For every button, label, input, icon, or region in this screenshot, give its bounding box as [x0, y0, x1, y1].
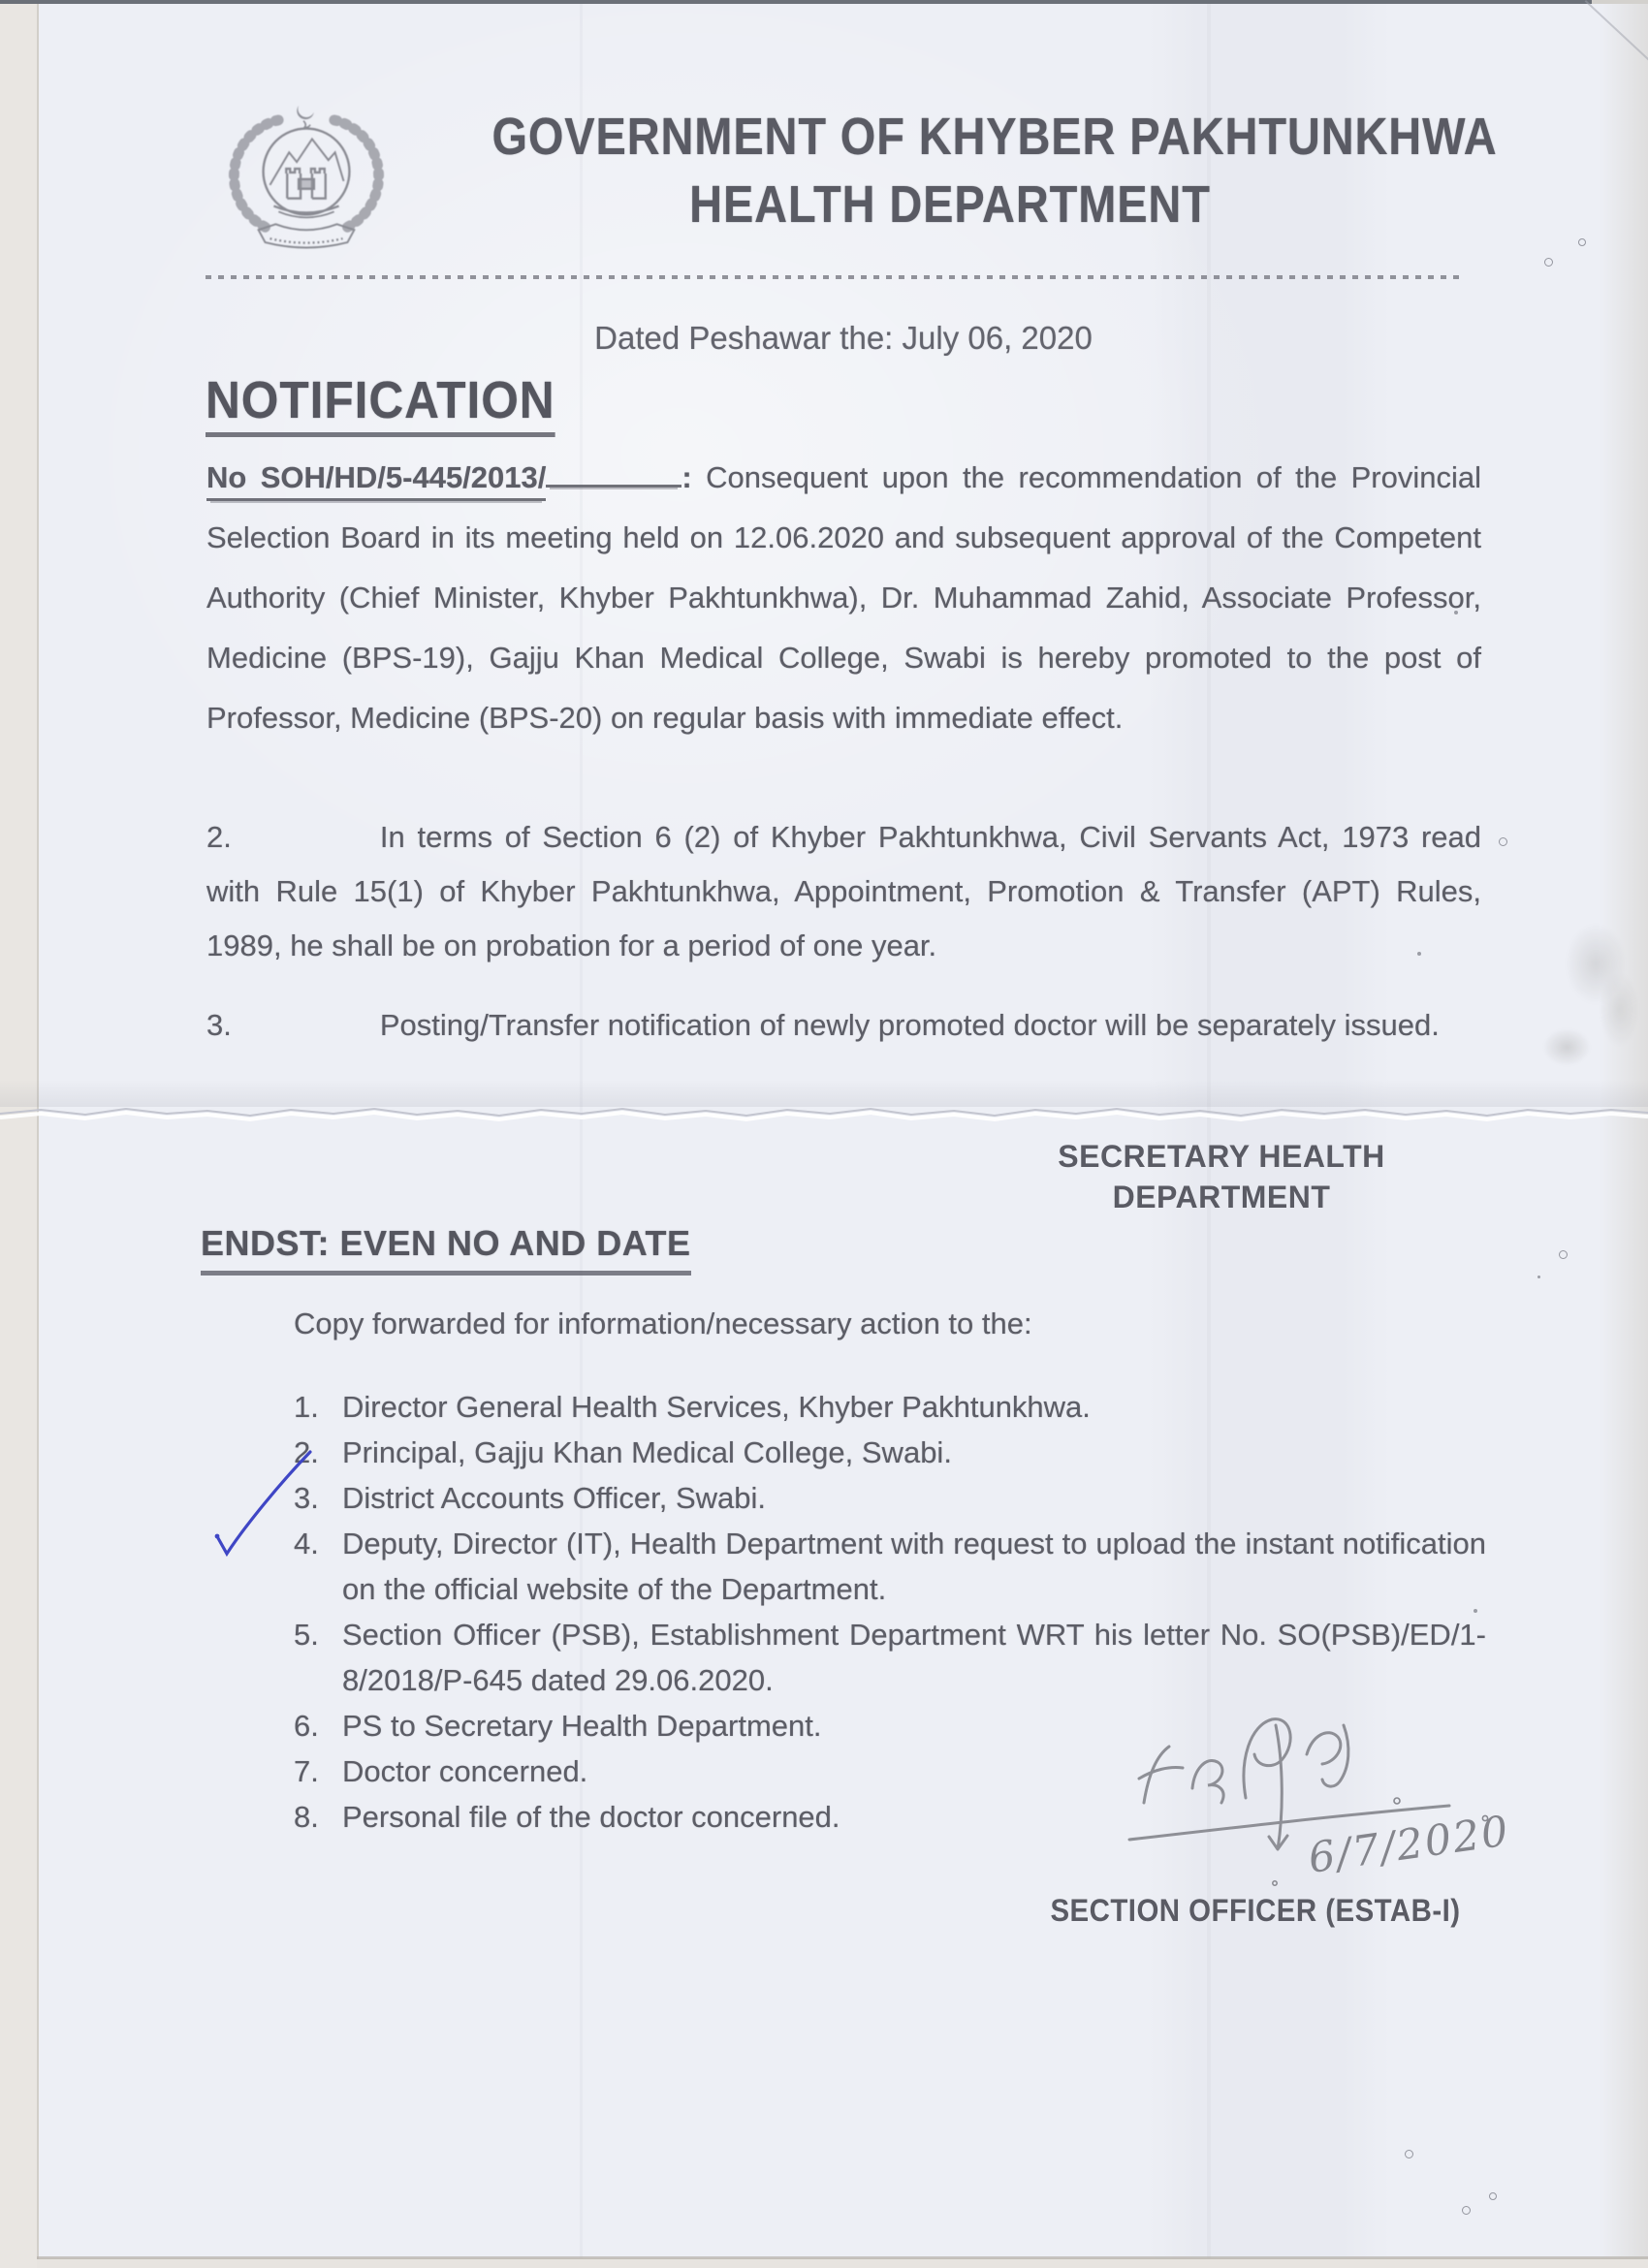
- paragraph-2: [206, 810, 1481, 973]
- calligraphy-mark: [303, 121, 310, 128]
- recipient-number: 6.: [294, 1709, 319, 1743]
- recipient-number: 2.: [294, 1435, 319, 1469]
- fold-crease: [0, 1095, 1648, 1124]
- reference-number: No SOH/HD/5-445/2013/: [206, 460, 546, 501]
- signature-stroke: [1307, 1733, 1341, 1764]
- wreath-right-branch: [328, 119, 379, 228]
- recipient-text: Deputy, Director (IT), Health Department with request to upload the instant notification on the official website of the Department.: [342, 1527, 1486, 1606]
- pencil-speck: [1394, 1798, 1400, 1804]
- handwritten-signature: [1047, 1686, 1512, 1900]
- signature-stroke: [1244, 1719, 1290, 1798]
- signature-stroke: [1139, 1767, 1183, 1779]
- header-title: [417, 108, 1498, 166]
- recipient-text: District Accounts Officer, Swabi.: [342, 1481, 767, 1515]
- recipient-text: Director General Health Services, Khyber Pakhtunkhwa.: [342, 1390, 1091, 1424]
- recipient-number: 5.: [294, 1618, 319, 1652]
- recipient-number: 1.: [294, 1390, 319, 1424]
- recipient-number: 7.: [294, 1754, 319, 1788]
- scan-edge-top-corner: [1592, 0, 1648, 4]
- signatory-line1: SECRETARY HEALTH: [1058, 1139, 1385, 1174]
- scan-smudge: [1517, 911, 1648, 1100]
- signatory-line2: DEPARTMENT: [1112, 1180, 1331, 1214]
- checkmark-icon: [179, 1444, 315, 1570]
- recipient-row: [294, 1430, 1486, 1475]
- scan-speck: [1578, 238, 1586, 246]
- fortress: [286, 169, 325, 199]
- scan-speck: [1559, 1250, 1568, 1259]
- scan-speck: [1405, 2150, 1413, 2158]
- recipient-text: Section Officer (PSB), Establishment Department WRT his letter No. SO(PSB)/ED/1-8/2018/P-645 dated 29.06.2020.: [342, 1618, 1486, 1697]
- section-officer-title: SECTION OFFICER (ESTAB-I): [1050, 1893, 1461, 1928]
- recipient-number: 3.: [294, 1481, 319, 1515]
- pencil-speck: [1273, 1881, 1277, 1885]
- paragraph-3-text: Posting/Transfer notification of newly promoted doctor will be separately issued.: [379, 1008, 1440, 1042]
- ribbon-text-squiggle: [269, 238, 342, 242]
- scan-speck: [1537, 1276, 1540, 1278]
- scan-speck: [1462, 2206, 1471, 2215]
- paragraph-3-number: 3.: [206, 1008, 232, 1042]
- ribbon-banner: [259, 224, 355, 247]
- notification-heading: NOTIFICATION: [206, 374, 555, 437]
- department-title-line1: GOVERNMENT OF KHYBER PAKHTUNKHWA: [491, 108, 1498, 166]
- date-line: Dated Peshawar the: July 06, 2020: [594, 320, 1093, 356]
- crease-line: [0, 1109, 1648, 1116]
- recipient-row: [294, 1384, 1486, 1430]
- scanner-margin-bottom: [37, 2259, 1648, 2268]
- crescent-icon: [297, 106, 314, 119]
- paragraph-2-number: 2.: [206, 820, 232, 854]
- dotted-separator: [206, 275, 1466, 279]
- secretary-signatory-block: [1023, 1136, 1420, 1217]
- paragraph-1: [206, 448, 1481, 748]
- reference-blank-line: [546, 452, 681, 488]
- recipient-number: 8.: [294, 1800, 319, 1834]
- scan-edge-top: [0, 0, 1592, 4]
- paragraph-2-text: In terms of Section 6 (2) of Khyber Pakhtunkhwa, Civil Servants Act, 1973 read with Rule 15(1) of Khyber Pakhtunkhwa, Appointment, Promotion & Transfer (APT) Rules, 1989, he shall be on probation for a period of one year.: [206, 820, 1481, 962]
- recipient-text: PS to Secretary Health Department.: [342, 1709, 822, 1743]
- emblem-circle: [264, 129, 350, 215]
- handwritten-date: 6/7/2020: [1305, 1807, 1513, 1883]
- recipient-text: Doctor concerned.: [342, 1754, 588, 1788]
- recipient-text: Personal file of the doctor concerned.: [342, 1800, 840, 1834]
- copy-forwarded-line: Copy forwarded for information/necessary action to the:: [294, 1307, 1032, 1340]
- header-title-line2-wrap: [417, 176, 1483, 233]
- recipient-row: [294, 1475, 1486, 1521]
- scan-speck: [1499, 837, 1507, 846]
- scan-speck: [1544, 258, 1553, 267]
- paragraph-1-text: Consequent upon the recommendation of the Provincial Selection Board in its meeting held on 12.06.2020 and subsequent approval of the Competent Authority (Chief Minister, Khyber Pakhtunkhwa), Dr. Muhammad Zahid, Associate Professor, Medicine (BPS-19), Gajju Khan Medical College, Swabi is hereby promoted to the post of Professor, Medicine (BPS-20) on regular basis with immediate effect.: [206, 460, 1481, 735]
- recipient-text: Principal, Gajju Khan Medical College, Swabi.: [342, 1435, 952, 1469]
- department-title-line2: HEALTH DEPARTMENT: [689, 175, 1211, 234]
- paragraph-3: [206, 998, 1481, 1053]
- kp-government-emblem-logo: [238, 95, 374, 248]
- endst-heading: ENDST: EVEN NO AND DATE: [201, 1223, 691, 1276]
- signature-descender: [1269, 1725, 1287, 1849]
- signature-stroke: [1192, 1761, 1223, 1803]
- recipient-row: [294, 1521, 1486, 1612]
- scan-speck: [1489, 2192, 1497, 2200]
- recipient-number: 4.: [294, 1527, 319, 1560]
- mountains: [269, 139, 343, 184]
- scanner-margin-left: [0, 0, 39, 2268]
- reference-colon: :: [681, 460, 692, 494]
